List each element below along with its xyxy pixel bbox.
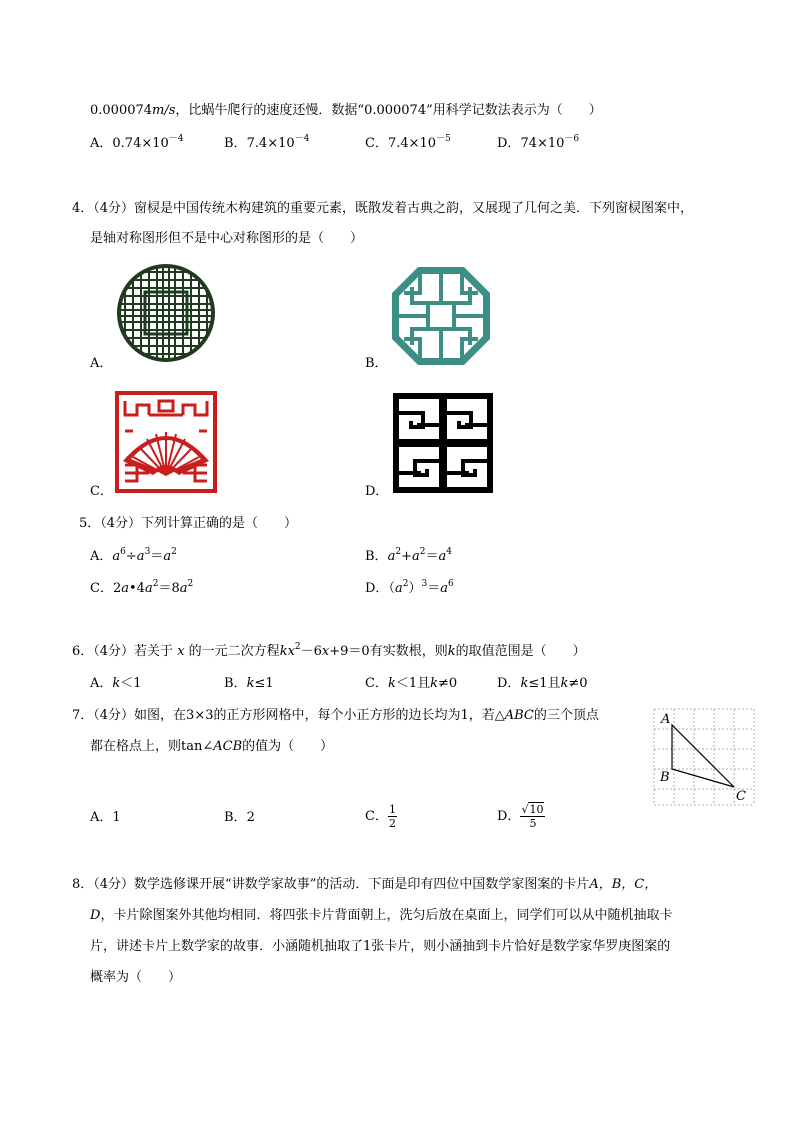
- q4-option-a-label[interactable]: A．: [90, 356, 113, 371]
- window-lattice-c: [115, 391, 217, 493]
- q6-option-a[interactable]: A．k＜1: [90, 676, 142, 691]
- q5-stem: 5．（4分）下列计算正确的是（ ）: [79, 516, 298, 531]
- q4-stem-line2: 是轴对称图形但不是中心对称图形的是（ ）: [90, 231, 364, 246]
- q8-stem-line3: 片，讲述卡片上数学家的故事．小涵随机抽取了1张卡片，则小涵抽到卡片恰好是数学家华罗庚图案的: [90, 939, 671, 954]
- q5-option-a[interactable]: A．$a^6\div a^3=a^2$: [90, 547, 177, 564]
- q4-stem-line1: 4．（4分）窗棂是中国传统木构建筑的重要元素，既散发着古典之韵，又展现了几何之美．下列窗棂图案中，: [72, 201, 694, 216]
- window-lattice-a: [115, 262, 217, 364]
- q4-option-d-label[interactable]: D．: [365, 484, 389, 499]
- q3-option-b[interactable]: B．$7.4\times 10^{-4}$: [224, 134, 310, 151]
- q3-stem: 0.000074m/s，比蜗牛爬行的速度还慢．数据“0.000074”用科学记数法表示为（ ）: [90, 103, 602, 118]
- window-lattice-b: [390, 265, 492, 367]
- q7-stem-line2: 都在格点上，则tan∠ACB的值为（ ）: [90, 739, 334, 754]
- q3-option-a[interactable]: A．$0.74\times 10^{-4}$: [90, 134, 184, 151]
- q7-vertex-a: A: [661, 712, 671, 727]
- window-lattice-d: [393, 393, 493, 493]
- q7-vertex-b: B: [660, 770, 670, 785]
- q7-vertex-c: C: [736, 789, 746, 804]
- q3-option-d[interactable]: D．$74\times 10^{-6}$: [497, 134, 580, 151]
- q5-option-c[interactable]: C．$2a•4a^2=8a^2$: [90, 579, 194, 596]
- q3-option-c[interactable]: C．$7.4\times 10^{-5}$: [365, 134, 451, 151]
- q7-option-a[interactable]: A．1: [90, 810, 121, 825]
- q8-stem-line1: 8．（4分）数学选修课开展“讲数学家故事”的活动．下面是印有四位中国数学家图案的卡片A，B，C，: [72, 877, 658, 892]
- q7-option-b[interactable]: B．2: [224, 810, 255, 825]
- q5-option-b[interactable]: B．$a^2+a^2=a^4$: [365, 547, 452, 564]
- q7-option-d[interactable]: D． $\frac{√10}{5}$: [497, 803, 544, 830]
- q7-option-c[interactable]: C． $\frac{1}{2}$: [365, 803, 396, 830]
- q8-stem-line2: D，卡片除图案外其他均相同．将四张卡片背面朝上，洗匀后放在桌面上，同学们可以从中随机抽取卡: [90, 908, 673, 923]
- q6-option-b[interactable]: B．k≤1: [224, 676, 274, 691]
- q4-option-c-label[interactable]: C．: [90, 484, 113, 499]
- q8-stem-line4: 概率为（ ）: [90, 970, 182, 985]
- q6-option-d[interactable]: D．k≤1且k≠0: [497, 676, 588, 691]
- q4-option-b-label[interactable]: B．: [365, 356, 388, 371]
- q7-stem-line1: 7．（4分）如图，在3×3的正方形网格中，每个小正方形的边长均为1，若△ABC的三个顶点: [72, 708, 599, 723]
- q5-option-d[interactable]: D．$(a^2)^3=a^6$: [365, 579, 454, 596]
- q6-option-c[interactable]: C．k＜1且k≠0: [365, 676, 458, 691]
- q6-stem: 6．（4分）若关于 x 的一元二次方程$kx^2-6x+9=0$有实数根，则k的取值范围是（ ）: [72, 642, 586, 659]
